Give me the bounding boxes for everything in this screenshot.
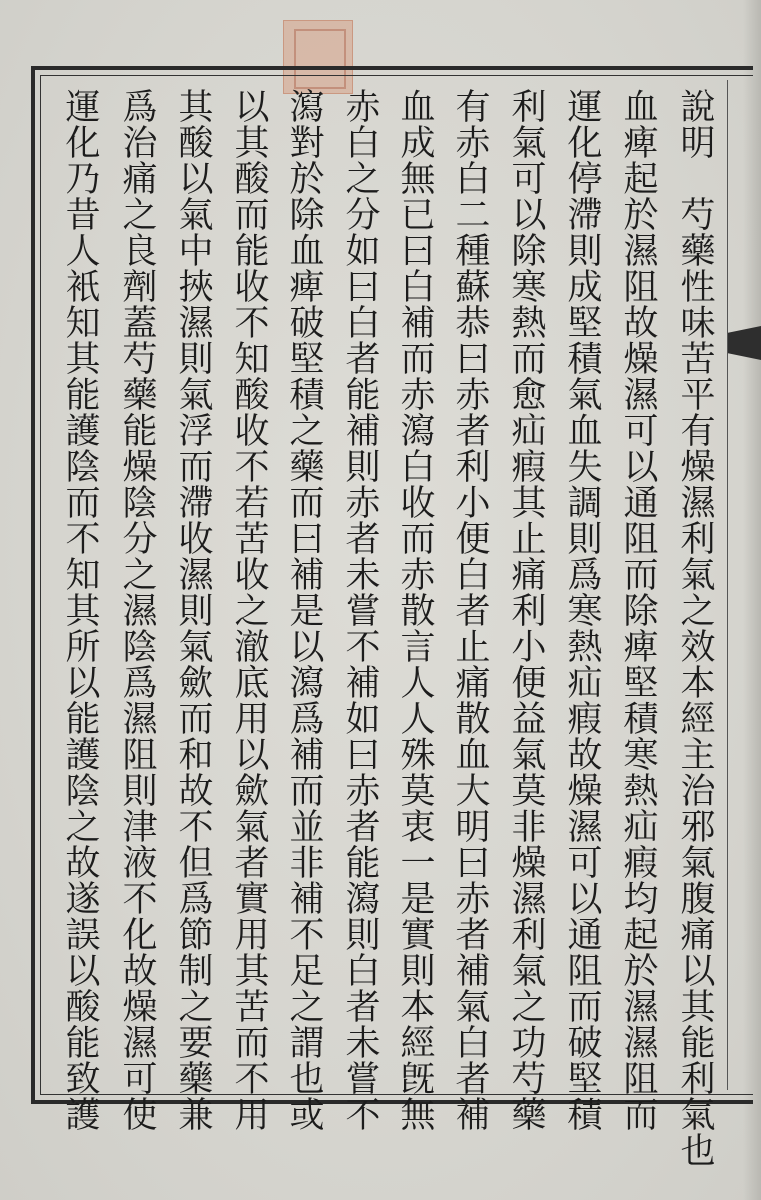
text-column-10: 其酸以氣中挾濕則氣浮而滯收濕則氣歛而和故不但爲節制之要藥兼	[173, 88, 213, 1132]
text-column-11: 爲治痛之良劑蓋芍藥能燥陰分之濕陰爲濕阻則津液不化故燥濕可使	[117, 88, 157, 1132]
text-column-1: 說明 芍藥性味苦平有燥濕利氣之效本經主治邪氣腹痛以其能利氣也	[675, 88, 715, 1168]
text-column-5: 有赤白二種蘇恭曰赤者利小便白者止痛散血大明曰赤者補氣白者補	[450, 88, 490, 1132]
text-column-2: 血痺起於濕阻故燥濕可以通阻而除痺堅積寒熱疝瘕均起於濕濕阻而	[618, 88, 658, 1132]
text-column-7: 赤白之分如曰白者能補則赤者未嘗不補如曰赤者能瀉則白者未嘗不	[340, 88, 380, 1132]
text-column-12: 運化乃昔人衹知其能護陰而不知其所以能護陰之故遂誤以酸能致護	[60, 88, 100, 1132]
text-column-4: 利氣可以除寒熱而愈疝瘕其止痛利小便益氣莫非燥濕利氣之功芍藥	[506, 88, 546, 1132]
column-rule	[727, 80, 728, 1090]
text-column-6: 血成無已曰白補而赤瀉白收而赤散言人人殊莫衷一是實則本經旣無	[395, 88, 435, 1132]
text-column-3: 運化停滯則成堅積氣血失調則爲寒熱疝瘕故燥濕可以通阻而破堅積	[562, 88, 602, 1132]
text-column-8: 瀉對於除血痺破堅積之藥而曰補是以瀉爲補而並非補不足之謂也或	[284, 88, 324, 1132]
text-column-9: 以其酸而能收不知酸收不若苦收之澈底用以歛氣者實用其苦而不用	[229, 88, 269, 1132]
